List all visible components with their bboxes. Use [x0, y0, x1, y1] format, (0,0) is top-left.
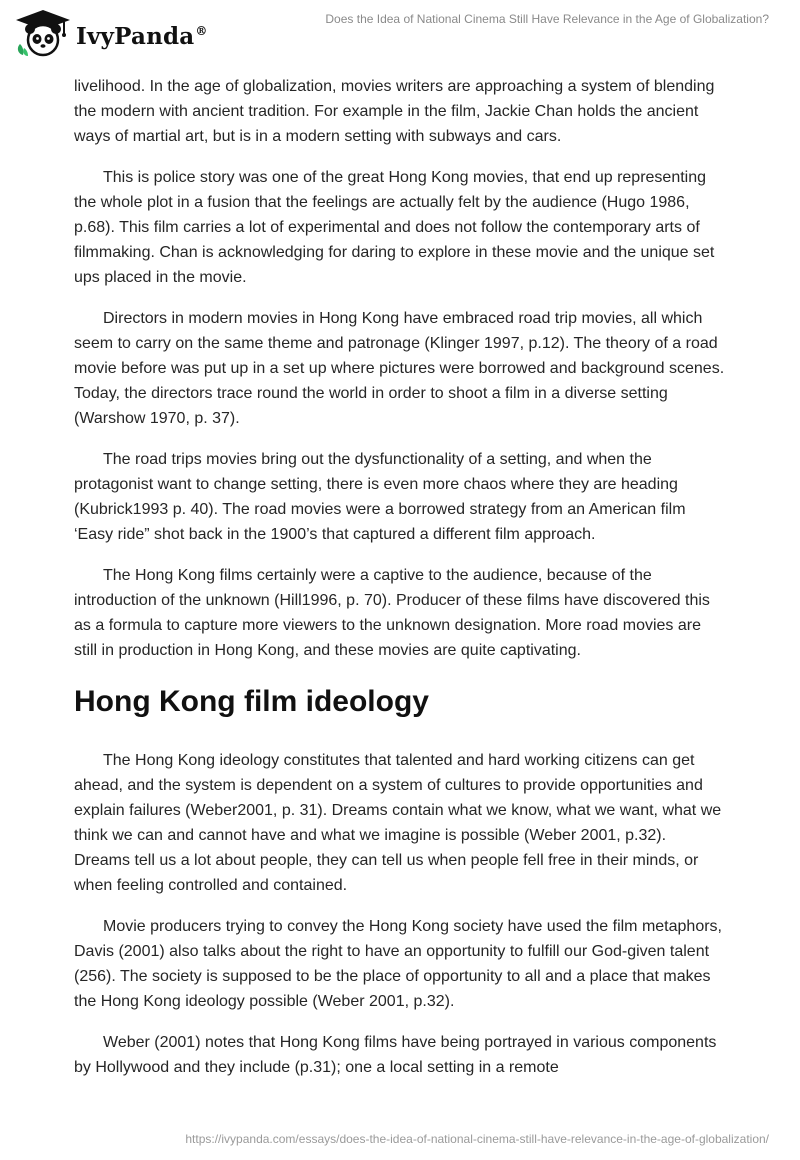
- paragraph: The Hong Kong ideology constitutes that talented and hard working citizens can get ahead, and the system is dependent on a system of cultures to provide opportunities and explain failures (Weber2001, p. 31). Dreams contain what we know, what we want, what we think we can and cannot have and what we imagine is possible (Weber 2001, p.32). Dreams tell us a lot about people, they can tell us when people fell free in their minds, or when feeling controlled and contained.: [74, 752, 722, 894]
- paragraph: Directors in modern movies in Hong Kong have embraced road trip movies, all which seem to carry on the same theme and patronage (Klinger 1997, p.12). The theory of a road movie before was put up in a set up where pictures were borrowed and background scenes. Today, the directors trace round the world in order to shoot a film in a diverse setting (Warshow 1970, p. 37).: [74, 310, 725, 427]
- paragraph-continued: livelihood. In the age of globalization, movies writers are approaching a system of blending the modern with ancient tradition. For example in the film, Jackie Chan holds the ancient ways of martial art, but is in a modern setting with subways and cars.: [74, 78, 715, 145]
- ivypanda-logo[interactable]: [14, 8, 208, 58]
- source-url[interactable]: https://ivypanda.com/essays/does-the-idea-of-national-cinema-still-have-relevance-in-the-age-of-globalization/: [185, 1132, 769, 1146]
- panda-graduate-icon: [14, 8, 72, 58]
- paragraph: Movie producers trying to convey the Hong Kong society have used the film metaphors, Davis (2001) also talks about the right to have an opportunity to fulfill our God-given talent (256). The society is supposed to be the place of opportunity to all and a place that makes the Hong Kong ideology possible (Weber 2001, p.32).: [74, 918, 722, 1010]
- paragraph: Weber (2001) notes that Hong Kong films have being portrayed in various components by Hollywood and they include (p.31); one a local setting in a remote: [74, 1034, 717, 1076]
- paragraph: The road trips movies bring out the dysfunctionality of a setting, and when the protagonist want to change setting, there is even more chaos where they are heading (Kubrick1993 p. 40). The road movies were a borrowed strategy from an American film ‘Easy ride” shot back in the 1900’s that captured a different film approach.: [74, 451, 686, 543]
- document-title: Does the Idea of National Cinema Still Have Relevance in the Age of Globalization?: [325, 12, 769, 26]
- brand-name: IvyPanda®: [76, 22, 208, 50]
- section-heading: Hong Kong film ideology: [74, 685, 429, 718]
- registered-mark: ®: [195, 23, 208, 38]
- paragraph: The Hong Kong films certainly were a captive to the audience, because of the introduction of the unknown (Hill1996, p. 70). Producer of these films have discovered this as a formula to capture more viewers to the unknown designation. More road movies are still in production in Hong Kong, and these movies are quite captivating.: [74, 567, 710, 659]
- article-body: [74, 74, 726, 1096]
- paragraph: This is police story was one of the great Hong Kong movies, that end up representing the whole plot in a fusion that the feelings are actually felt by the audience (Hugo 1986, p.68). This film carries a lot of experimental and does not follow the contemporary arts of filmmaking. Chan is acknowledging for daring to explore in these movie and the unique set ups placed in the movie.: [74, 169, 715, 286]
- page-header: [0, 0, 800, 70]
